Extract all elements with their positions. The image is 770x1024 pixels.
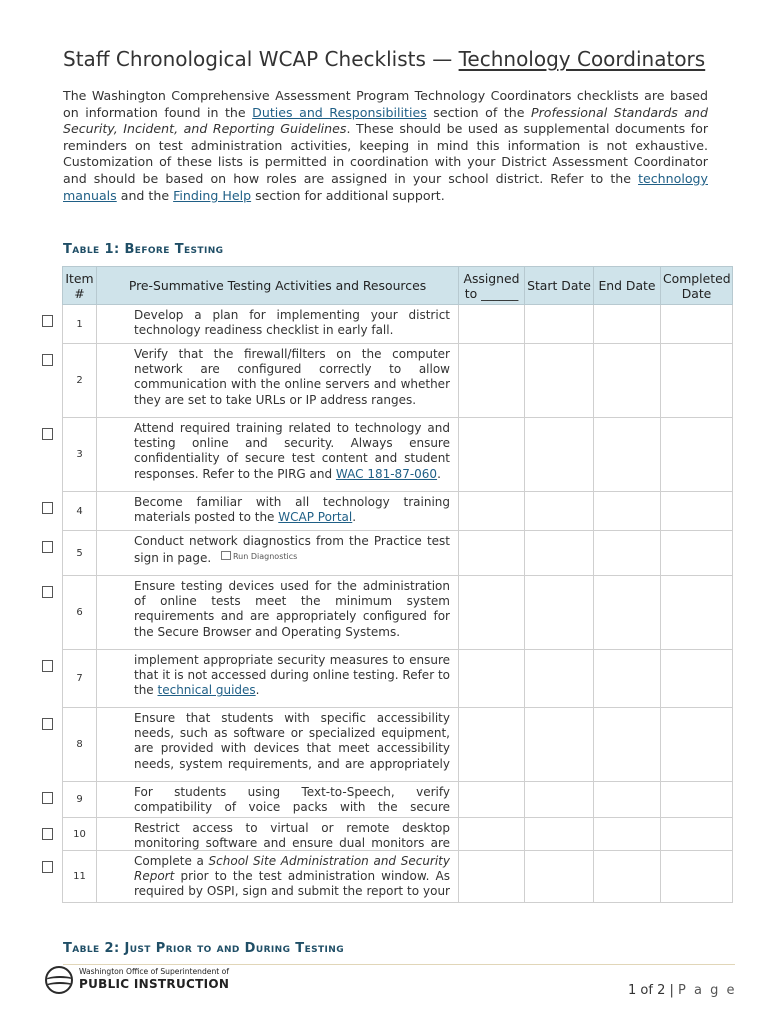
activity-description bbox=[97, 492, 459, 531]
activity-description bbox=[97, 344, 459, 418]
row-checkbox[interactable] bbox=[42, 718, 53, 730]
row-checkbox[interactable] bbox=[42, 660, 53, 672]
intro-text: section of the bbox=[426, 104, 532, 120]
completed-date-cell[interactable] bbox=[661, 851, 733, 903]
resource-link[interactable]: technical guides bbox=[157, 683, 256, 698]
activity-text-part: prior to the test administration window. As required by OSPI, sign and submit the report to your bbox=[134, 869, 450, 899]
activity-text-part: . bbox=[437, 466, 441, 481]
start-date-cell[interactable] bbox=[525, 576, 594, 650]
guidelines-title: Professional Standards and Security, Incident, and Reporting Guidelines bbox=[63, 104, 708, 137]
footer-divider bbox=[63, 964, 735, 965]
row-checkbox[interactable] bbox=[42, 315, 53, 327]
logo-line-2: PUBLIC INSTRUCTION bbox=[79, 977, 230, 991]
item-number: 7 bbox=[63, 650, 97, 708]
item-number: 2 bbox=[63, 344, 97, 418]
table-row bbox=[63, 418, 733, 492]
activity-text-part: . bbox=[255, 683, 260, 698]
item-number: 4 bbox=[63, 492, 97, 531]
activity-description bbox=[97, 818, 459, 851]
resource-link[interactable]: WAC 181-87-060 bbox=[335, 466, 438, 481]
assigned-to-cell[interactable] bbox=[459, 305, 525, 344]
end-date-cell[interactable] bbox=[594, 492, 661, 531]
table-row bbox=[63, 851, 733, 903]
activity-description bbox=[97, 305, 459, 344]
activity-text: Restrict access to virtual or remote desktop monitoring software and ensure dual monitors are bbox=[134, 821, 450, 850]
row-checkbox[interactable] bbox=[42, 828, 53, 840]
page-number bbox=[628, 983, 736, 998]
header-end-date: End Date bbox=[594, 267, 661, 305]
end-date-cell[interactable] bbox=[594, 818, 661, 851]
row-checkbox[interactable] bbox=[42, 354, 53, 366]
table-row bbox=[63, 818, 733, 851]
completed-date-cell[interactable] bbox=[661, 418, 733, 492]
end-date-cell[interactable] bbox=[594, 782, 661, 818]
activity-description bbox=[97, 782, 459, 818]
row-checkbox[interactable] bbox=[42, 861, 53, 873]
assigned-to-cell[interactable] bbox=[459, 782, 525, 818]
table-header-row bbox=[63, 267, 733, 305]
header-item-number: Item # bbox=[63, 267, 97, 305]
activity-description bbox=[97, 531, 459, 576]
activity-text-part: implement appropriate security measures to ensure that it is not accessed during online testing. Refer to the bbox=[134, 653, 450, 698]
completed-date-cell[interactable] bbox=[661, 531, 733, 576]
row-checkbox[interactable] bbox=[42, 541, 53, 553]
table-row bbox=[63, 708, 733, 782]
header-completed-date: Completed Date bbox=[661, 267, 733, 305]
page-title bbox=[63, 47, 705, 71]
activity-text-part: Conduct network diagnostics from the Practice test sign in page. bbox=[134, 534, 450, 566]
row-checkbox[interactable] bbox=[42, 792, 53, 804]
completed-date-cell[interactable] bbox=[661, 708, 733, 782]
activity-text bbox=[134, 653, 450, 699]
title-prefix: Staff Chronological WCAP Checklists — bbox=[63, 47, 459, 71]
activity-text: Ensure that students with specific accessibility needs, such as software or specialized equipment, are provided with devices that meet accessibility needs, system requirements, and are appropriately bbox=[134, 711, 450, 771]
resource-link[interactable]: WCAP Portal bbox=[278, 510, 353, 525]
table-row bbox=[63, 576, 733, 650]
intro-text: . These should be used as supplemental documents for reminders on test administration activities, keeping in mind this information is not exhaustive. Customization of these lists is permitted in coordination with your District Assessment Coordinator and should be based on how roles are assigned in your school district. Refer to the bbox=[63, 121, 708, 186]
assigned-to-cell[interactable] bbox=[459, 576, 525, 650]
activity-description bbox=[97, 650, 459, 708]
activity-text-part: Become familiar with all technology training materials posted to the bbox=[134, 495, 450, 525]
completed-date-cell[interactable] bbox=[661, 782, 733, 818]
row-checkbox[interactable] bbox=[42, 502, 53, 514]
intro-paragraph bbox=[63, 88, 708, 204]
assigned-to-cell[interactable] bbox=[459, 708, 525, 782]
end-date-cell[interactable] bbox=[594, 851, 661, 903]
start-date-cell[interactable] bbox=[525, 305, 594, 344]
start-date-cell[interactable] bbox=[525, 650, 594, 708]
activity-text-part: . bbox=[352, 510, 357, 525]
finding-help-link[interactable]: Finding Help bbox=[173, 187, 252, 203]
report-title: School Site Administration and Security Report bbox=[134, 854, 450, 884]
completed-date-cell[interactable] bbox=[661, 576, 733, 650]
start-date-cell[interactable] bbox=[525, 708, 594, 782]
activity-text bbox=[134, 421, 450, 482]
activity-text: Develop a plan for implementing your district technology readiness checklist in early fall. bbox=[134, 308, 450, 338]
diagnostics-icon bbox=[221, 551, 231, 560]
start-date-cell[interactable] bbox=[525, 818, 594, 851]
ospi-logo bbox=[45, 966, 245, 996]
table-row bbox=[63, 492, 733, 531]
completed-date-cell[interactable] bbox=[661, 492, 733, 531]
intro-text: and the bbox=[116, 187, 174, 203]
row-checkbox[interactable] bbox=[42, 428, 53, 440]
activity-text bbox=[134, 495, 450, 525]
page-separator: | bbox=[665, 983, 678, 998]
item-number: 5 bbox=[63, 531, 97, 576]
intro-text: section for additional support. bbox=[251, 187, 445, 203]
activity-text bbox=[134, 534, 450, 566]
page-count: 1 of 2 bbox=[628, 983, 666, 998]
header-start-date: Start Date bbox=[525, 267, 594, 305]
table-row bbox=[63, 531, 733, 576]
end-date-cell[interactable] bbox=[594, 344, 661, 418]
assigned-to-cell[interactable] bbox=[459, 531, 525, 576]
page-word: P a g e bbox=[678, 983, 737, 998]
table-row bbox=[63, 305, 733, 344]
item-number: 10 bbox=[63, 818, 97, 851]
item-number: 1 bbox=[63, 305, 97, 344]
run-diagnostics-button[interactable] bbox=[221, 549, 297, 564]
end-date-cell[interactable] bbox=[594, 650, 661, 708]
assigned-to-cell[interactable] bbox=[459, 818, 525, 851]
table-row bbox=[63, 650, 733, 708]
item-number: 8 bbox=[63, 708, 97, 782]
completed-date-cell[interactable] bbox=[661, 305, 733, 344]
activity-description bbox=[97, 418, 459, 492]
duties-link[interactable]: Duties and Responsibilities bbox=[252, 104, 427, 120]
end-date-cell[interactable] bbox=[594, 531, 661, 576]
activity-text: For students using Text-to-Speech, verify compatibility of voice packs with the secure bbox=[134, 785, 450, 815]
start-date-cell[interactable] bbox=[525, 531, 594, 576]
assigned-to-cell[interactable] bbox=[459, 492, 525, 531]
activity-text: Verify that the firewall/filters on the computer network are configured correctly to allow communication with the online servers and whether they are set to take URLs or IP address ranges. bbox=[134, 347, 450, 407]
start-date-cell[interactable] bbox=[525, 418, 594, 492]
assigned-to-cell[interactable] bbox=[459, 851, 525, 903]
checklist-table bbox=[62, 266, 733, 903]
completed-date-cell[interactable] bbox=[661, 818, 733, 851]
end-date-cell[interactable] bbox=[594, 708, 661, 782]
item-number: 3 bbox=[63, 418, 97, 492]
activity-text-part: Attend required training related to technology and testing online and security. Always ensure confidentiality of secure test content and student responses. Refer to the PIRG and bbox=[134, 421, 450, 481]
table-row bbox=[63, 782, 733, 818]
activity-text: Ensure testing devices used for the administration of online tests meet the minimum system requirements and are appropriately configured for the Secure Browser and Operating Systems. bbox=[134, 579, 450, 639]
start-date-cell[interactable] bbox=[525, 782, 594, 818]
completed-date-cell[interactable] bbox=[661, 344, 733, 418]
item-number: 6 bbox=[63, 576, 97, 650]
header-activities: Pre-Summative Testing Activities and Resources bbox=[97, 267, 459, 305]
activity-description bbox=[97, 851, 459, 903]
end-date-cell[interactable] bbox=[594, 576, 661, 650]
row-checkbox[interactable] bbox=[42, 586, 53, 598]
completed-date-cell[interactable] bbox=[661, 650, 733, 708]
activity-text-part: Complete a bbox=[134, 854, 209, 868]
intro-text: The Washington Comprehensive Assessment Program Technology Coordinators checklists are based on information found in the bbox=[63, 88, 708, 120]
end-date-cell[interactable] bbox=[594, 418, 661, 492]
logo-line-1: Washington Office of Superintendent of bbox=[79, 967, 229, 976]
item-number: 9 bbox=[63, 782, 97, 818]
start-date-cell[interactable] bbox=[525, 851, 594, 903]
end-date-cell[interactable] bbox=[594, 305, 661, 344]
assigned-to-cell[interactable] bbox=[459, 418, 525, 492]
activity-description bbox=[97, 576, 459, 650]
activity-description bbox=[97, 708, 459, 782]
table2-heading: Table 2: Just Prior to and During Testing bbox=[63, 941, 345, 956]
assigned-to-cell[interactable] bbox=[459, 650, 525, 708]
technology-manuals-link[interactable]: technology manuals bbox=[63, 170, 708, 203]
start-date-cell[interactable] bbox=[525, 344, 594, 418]
run-diagnostics-label: Run Diagnostics bbox=[232, 552, 298, 562]
table-row bbox=[63, 344, 733, 418]
title-link[interactable]: Technology Coordinators bbox=[458, 47, 706, 71]
start-date-cell[interactable] bbox=[525, 492, 594, 531]
table1-heading: Table 1: Before Testing bbox=[63, 242, 224, 257]
activity-text bbox=[134, 854, 450, 900]
header-assigned-to: Assigned to ______ bbox=[459, 267, 525, 305]
ospi-logo-icon bbox=[45, 966, 73, 994]
item-number: 11 bbox=[63, 851, 97, 903]
assigned-to-cell[interactable] bbox=[459, 344, 525, 418]
